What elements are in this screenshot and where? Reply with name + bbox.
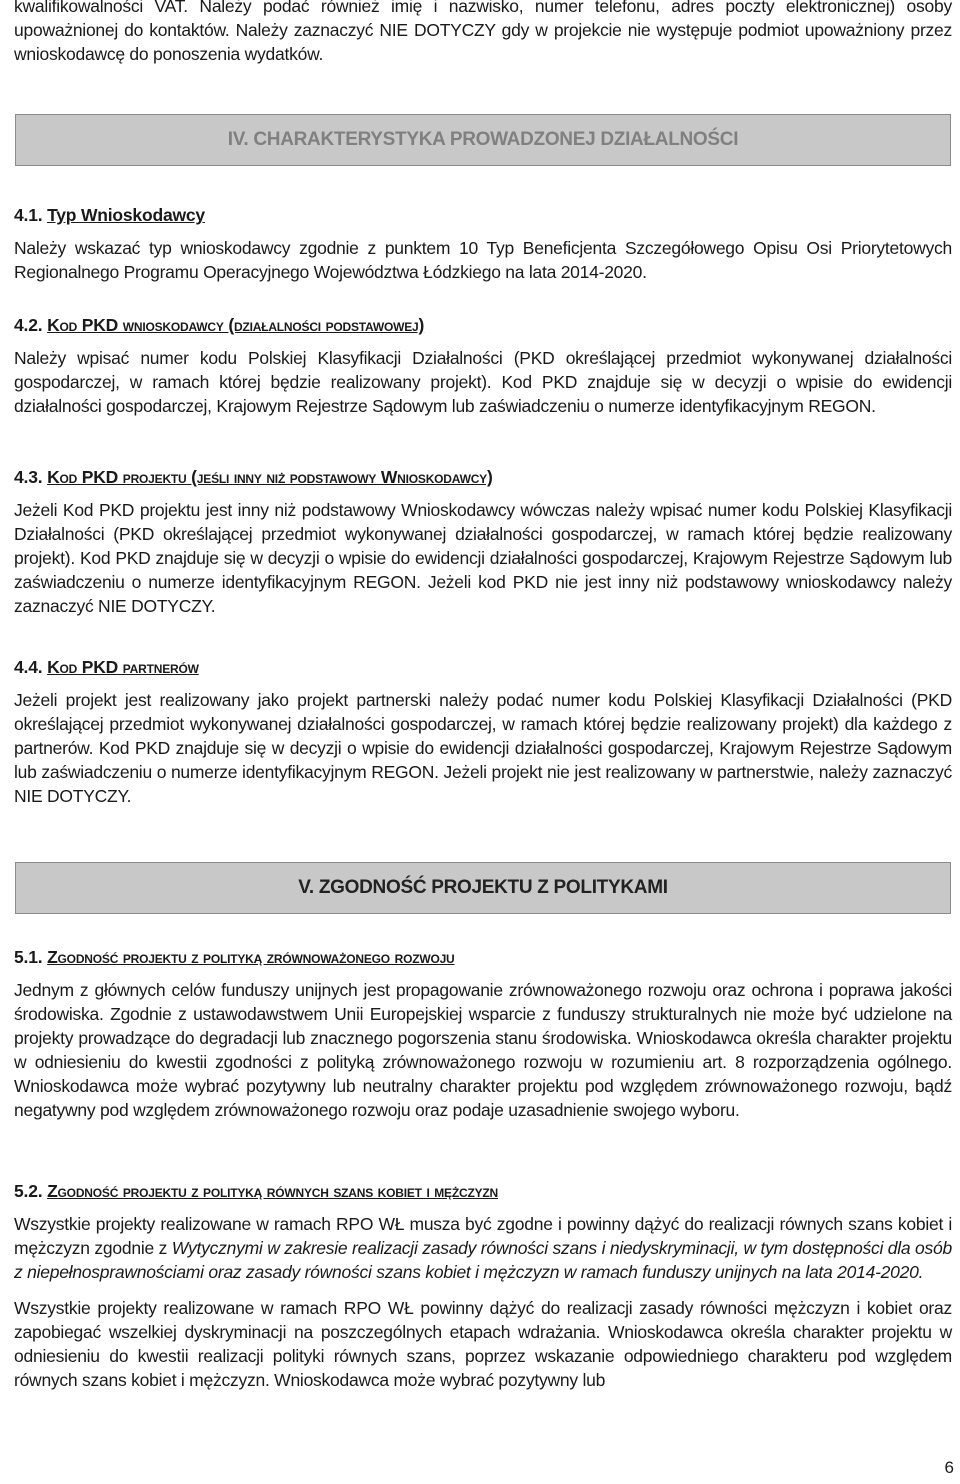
page-number: 6 bbox=[944, 1458, 954, 1477]
section-4-1 bbox=[14, 204, 952, 284]
section-4-2-body: Należy wpisać numer kodu Polskiej Klasyfikacji Działalności (PKD określającej przedmiot wykonywanej działalności gospodarczej, w ramach której będzie realizowany projekt). Kod PKD znajduje się w decyzji o wpisie do ewidencji działalności gospodarczej, Krajowym Rejestrze Sądowym lub zaświadczeniu o numerze identyfikacyjnym REGON. bbox=[14, 348, 952, 416]
section-5-2 bbox=[14, 1180, 952, 1392]
section-4-3-heading bbox=[14, 466, 952, 488]
section-5-1-title: Zgodność projektu z polityką zrównoważonego rozwoju bbox=[47, 947, 455, 967]
section-4-1-number: 4.1. bbox=[14, 205, 43, 225]
intro-paragraph: kwalifikowalności VAT. Należy podać również imię i nazwisko, numer telefonu, adres poczty elektronicznej) osoby upoważnionej do kontaktów. Należy zaznaczyć NIE DOTYCZY gdy w projekcie nie występuje podmiot upoważniony przez wnioskodawcę do ponoszenia wydatków. bbox=[14, 0, 952, 64]
section-4-1-body: Należy wskazać typ wnioskodawcy zgodnie z punktem 10 Typ Beneficjenta Szczegółowego Opisu Osi Priorytetowych Regionalnego Programu Operacyjnego Województwa Łódzkiego na lata 2014-2020. bbox=[14, 238, 952, 282]
section-5-2-heading bbox=[14, 1180, 952, 1202]
section-4-3-number: 4.3. bbox=[14, 467, 43, 487]
section-4-4-body: Jeżeli projekt jest realizowany jako projekt partnerski należy podać numer kodu Polskiej Klasyfikacji Działalności (PKD określającej przedmiot wykonywanej działalności gospodarczej, w ramach której będzie realizowany projekt) dla każdego z partnerów. Kod PKD znajduje się w decyzji o wpisie do ewidencji działalności gospodarczej, Krajowym Rejestrze Sądowym lub zaświadczeniu o numerze identyfikacyjnym REGON. Jeżeli projekt nie jest realizowany w partnerstwie, należy zaznaczyć NIE DOTYCZY. bbox=[14, 690, 952, 806]
section-5-2-number: 5.2. bbox=[14, 1181, 43, 1201]
section-5-1 bbox=[14, 946, 952, 1122]
section-4-1-title: Typ Wnioskodawcy bbox=[47, 205, 205, 225]
section-4-4-number: 4.4. bbox=[14, 657, 43, 677]
section-4-2-number: 4.2. bbox=[14, 315, 43, 335]
section-5-2-body-2: Wszystkie projekty realizowane w ramach RPO WŁ powinny dążyć do realizacji zasady równości mężczyzn i kobiet oraz zapobiegać wszelkiej dyskryminacji na poszczególnych etapach wdrażania. Wnioskodawca określa charakter projektu w odniesieniu do kwestii realizacji polityki równych szans, poprzez wskazanie odpowiedniego charakteru pod względem równych szans kobiet i mężczyzn. Wnioskodawca może wybrać pozytywny lub bbox=[14, 1298, 952, 1390]
section-5-2-title: Zgodność projektu z polityką równych szans kobiet i mężczyzn bbox=[47, 1181, 498, 1201]
section-4-2-title: Kod PKD wnioskodawcy (działalności podstawowej) bbox=[47, 315, 425, 335]
section-4-2 bbox=[14, 314, 952, 418]
section-4-4-heading bbox=[14, 656, 952, 678]
section-4-3-body: Jeżeli Kod PKD projektu jest inny niż podstawowy Wnioskodawcy wówczas należy wpisać numer kodu Polskiej Klasyfikacji Działalności (PKD określającej przedmiot wykonywanej działalności gospodarczej, w ramach której będzie realizowany projekt). Kod PKD znajduje się w decyzji o wpisie do ewidencji działalności gospodarczej, Krajowym Rejestrze Sądowym lub zaświadczeniu o numerze identyfikacyjnym REGON. Jeżeli kod PKD nie jest inny niż podstawowy wnioskodawcy należy zaznaczyć NIE DOTYCZY. bbox=[14, 500, 952, 616]
section-5-1-body: Jednym z głównych celów funduszy unijnych jest propagowanie zrównoważonego rozwoju oraz ochrona i poprawa jakości środowiska. Zgodnie z ustawodawstwem Unii Europejskiej wsparcie z funduszy strukturalnych nie może być udzielone na projekty prowadzące do degradacji lub znacznego pogorszenia stanu środowiska. Wnioskodawca określa charakter projektu w odniesieniu do kwestii zgodności z polityką zrównoważonego rozwoju w rozumieniu art. 8 rozporządzenia ogólnego. Wnioskodawca może wybrać pozytywny lub neutralny charakter projektu pod względem zrównoważonego rozwoju, bądź negatywny pod względem zrównoważonego rozwoju oraz podaje uzasadnienie swojego wyboru. bbox=[14, 980, 952, 1120]
section-5-2-body-1 bbox=[14, 1212, 952, 1284]
section-5-1-heading bbox=[14, 946, 952, 968]
section-4-4-title: Kod PKD partnerów bbox=[47, 657, 199, 677]
section-5-2-body-1-text: Wszystkie projekty realizowane w ramach RPO WŁ musza być zgodne i powinny dążyć do realizacji równych szans kobiet i mężczyzn zgodnie z bbox=[14, 1214, 952, 1258]
section-5-1-number: 5.1. bbox=[14, 947, 43, 967]
section-4-4 bbox=[14, 656, 952, 808]
section-iv-banner: IV. CHARAKTERYSTYKA PROWADZONEJ DZIAŁALNOŚCI bbox=[15, 114, 951, 166]
section-v-banner: V. ZGODNOŚĆ PROJEKTU Z POLITYKAMI bbox=[15, 862, 951, 914]
section-4-1-heading bbox=[14, 204, 952, 226]
section-4-2-heading bbox=[14, 314, 952, 336]
section-4-3 bbox=[14, 466, 952, 618]
section-4-3-title: Kod PKD projektu (jeśli inny niż podstawowy Wnioskodawcy) bbox=[47, 467, 493, 487]
section-5-2-guidelines-reference: Wytycznymi w zakresie realizacji zasady równości szans i niedyskryminacji, w tym dostępności dla osób z niepełnosprawnościami oraz zasady równości szans kobiet i mężczyzn w ramach funduszy unijnych na lata 2014-2020. bbox=[14, 1238, 952, 1282]
